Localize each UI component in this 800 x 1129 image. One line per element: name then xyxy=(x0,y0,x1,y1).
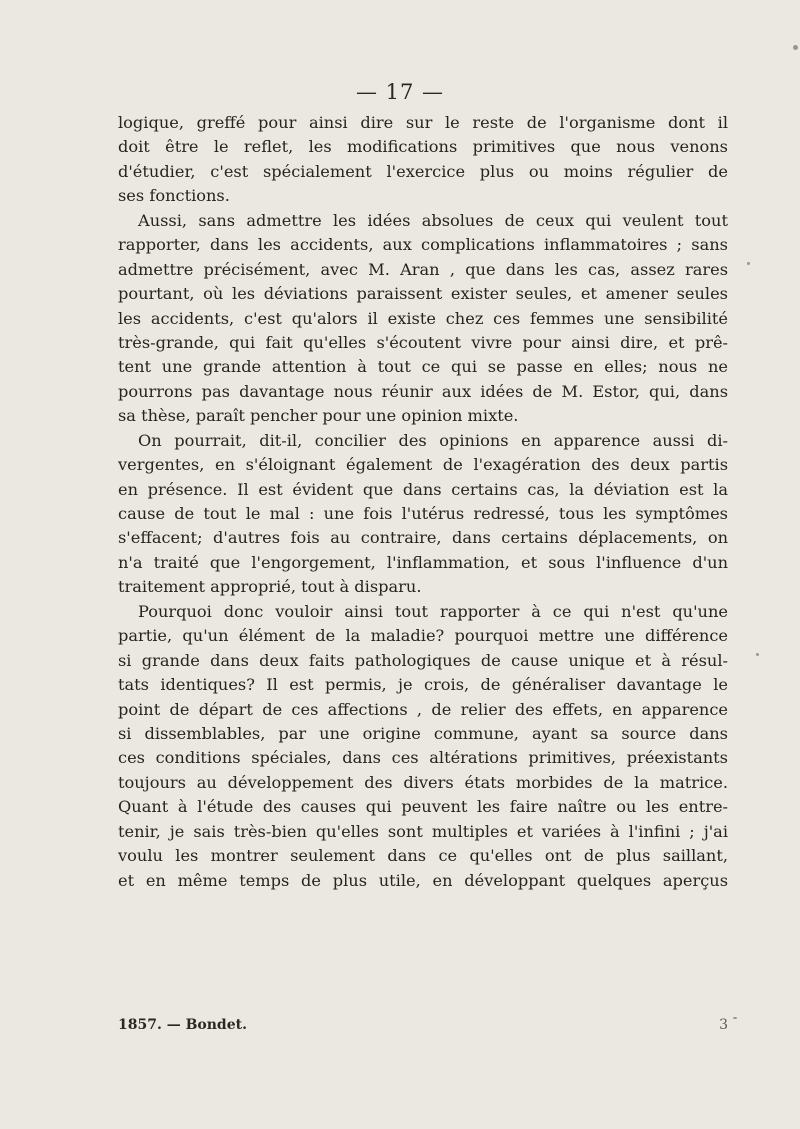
text-line: tats identiques? Il est permis, je crois, de généraliser davantage le xyxy=(118,675,728,695)
page-number: — 17 — xyxy=(355,80,445,104)
text-line: Aussi, sans admettre les idées absolues de ceux qui veulent tout xyxy=(138,210,728,230)
text-line: n'a traité que l'engorgement, l'inflammation, et sous l'influence d'un xyxy=(118,552,728,572)
text-line: cause de tout le mal : une fois l'utérus redressé, tous les symptômes xyxy=(118,504,728,523)
text-line: tenir, je sais très-bien qu'elles sont multiples et variées à l'infini ; j'ai xyxy=(118,821,728,841)
text-line: pourtant, où les déviations paraissent exister seules, et amener seules xyxy=(118,284,728,304)
text-line: pourrons pas davantage nous réunir aux idées de M. Estor, qui, dans xyxy=(118,381,728,401)
text-line: logique, greffé pour ainsi dire sur le reste de l'organisme dont il xyxy=(118,113,728,132)
text-line: ses fonctions. xyxy=(118,186,230,206)
text-line: toujours au développement des divers états morbides de la matrice. xyxy=(118,772,728,792)
text-line: et en même temps de plus utile, en développant quelques aperçus xyxy=(118,870,728,890)
paper-speck xyxy=(747,262,750,265)
paper-speck xyxy=(756,653,759,656)
text-line: Quant à l'étude des causes qui peuvent les faire naître ou les entre- xyxy=(118,797,728,817)
text-line: en présence. Il est évident que dans certains cas, la déviation est la xyxy=(118,479,728,499)
text-line: si dissemblables, par une origine commune, ayant sa source dans xyxy=(118,723,728,743)
text-line: vergentes, en s'éloignant également de l'exagération des deux partis xyxy=(118,455,728,475)
text-line: sa thèse, paraît pencher pour une opinion mixte. xyxy=(118,406,519,426)
text-line: Pourquoi donc vouloir ainsi tout rapporter à ce qui n'est qu'une xyxy=(138,601,728,621)
text-line: tent une grande attention à tout ce qui se passe en elles; nous ne xyxy=(118,357,728,377)
text-line: admettre précisément, avec M. Aran , que dans les cas, assez rares xyxy=(118,259,728,279)
text-line: si grande dans deux faits pathologiques de cause unique et à résul- xyxy=(118,650,728,670)
text-line: rapporter, dans les accidents, aux complications inflammatoires ; sans xyxy=(118,235,728,255)
paper-speck xyxy=(793,45,798,50)
text-line: très-grande, qui fait qu'elles s'écoutent vivre pour ainsi dire, et prê- xyxy=(118,332,728,352)
paper-speck xyxy=(733,1017,737,1019)
text-line: voulu les montrer seulement dans ce qu'elles ont de plus saillant, xyxy=(118,846,728,866)
footer-author: 1857. — Bondet. xyxy=(118,1017,247,1033)
text-line: On pourrait, dit-il, concilier des opinions en apparence aussi di- xyxy=(138,430,728,450)
text-line: point de départ de ces affections , de relier des effets, en apparence xyxy=(118,699,728,719)
signature-mark: 3 xyxy=(719,1017,728,1033)
text-line: traitement approprié, tout à disparu. xyxy=(118,577,422,597)
page-footer xyxy=(118,1017,728,1041)
text-line: doit être le reflet, les modifications primitives que nous venons xyxy=(118,137,728,157)
text-line: partie, qu'un élément de la maladie? pourquoi mettre une différence xyxy=(118,626,728,646)
body-text xyxy=(118,111,728,893)
text-line: s'effacent; d'autres fois au contraire, dans certains déplacements, on xyxy=(118,528,728,548)
text-line: les accidents, c'est qu'alors il existe chez ces femmes une sensibilité xyxy=(118,308,728,328)
text-line: d'étudier, c'est spécialement l'exercice plus ou moins régulier de xyxy=(118,161,728,181)
text-line: ces conditions spéciales, dans ces altérations primitives, préexistants xyxy=(118,748,728,768)
